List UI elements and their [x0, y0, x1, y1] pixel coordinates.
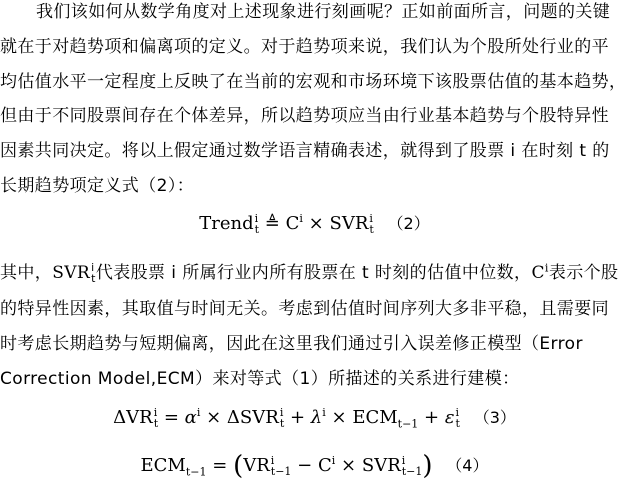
paragraph2-line2: 的特异性因素，其取值与时间无关。考虑到估值时间序列大多非平稳，且需要同 [0, 299, 609, 319]
eq3-dsvr-sup: i [279, 406, 284, 419]
eq2-c: C [285, 213, 300, 234]
eq2-trend-indices [255, 213, 259, 235]
eq2-c-sup: i [299, 212, 303, 225]
eq4-times: × [341, 455, 357, 476]
eq4-vr-sup: i [270, 454, 275, 467]
eq3-plus2: + [424, 407, 440, 428]
p2-middle: 代表股票 i 所属行业内所有股票在 t 时刻的估值中位数， [95, 263, 532, 283]
eq3-times1: × [206, 407, 222, 428]
eq2-trend-sup: i [254, 212, 259, 225]
eq3-delta-vr: ΔVR [113, 407, 153, 428]
eq4-c-sup: i [331, 454, 336, 467]
eq3-ecm: ECM [352, 407, 398, 428]
paragraph1-line4: 但由于不同股票间存在个体差异，所以趋势项应当由行业基本趋势与个股特异性 [0, 106, 609, 126]
eq4-minus: − [297, 455, 313, 476]
eq4-rparen: ) [422, 451, 433, 481]
equation-2 [0, 210, 629, 238]
eq4-vr-indices [271, 455, 292, 477]
eq3-dsvr-indices [280, 407, 284, 429]
eq3-epsilon: ε [444, 407, 455, 428]
eq3-number: （3） [473, 408, 516, 427]
eq4-svr: SVR [361, 455, 401, 476]
eq3-eps-sup: i [455, 406, 460, 419]
p2-c: C [531, 263, 545, 283]
p2-suffix: 表示个股 [548, 263, 619, 283]
eq4-vr: VR [243, 455, 270, 476]
eq3-plus1: + [289, 407, 306, 428]
eq3-times2: × [331, 407, 347, 428]
eq3-dsvr-sub: t [279, 417, 285, 430]
eq4-c: C [317, 455, 332, 476]
eq2-times: × [308, 213, 324, 234]
paragraph2-line1 [0, 262, 629, 284]
equation-4 [0, 452, 629, 480]
eq4-lparen: ( [233, 451, 244, 481]
paragraph1-line2: 就在于对趋势项和偏离项的定义。对于趋势项来说，我们认为个股所处行业的平 [0, 37, 609, 57]
paragraph2-line4: Correction Model,ECM）来对等式（1）所描述的关系进行建模： [0, 369, 520, 389]
eq4-svr-sub: t−1 [401, 465, 423, 478]
eq4-equals: = [212, 455, 228, 476]
eq3-alpha-sup: i [196, 406, 201, 419]
eq3-lambda: λ [310, 407, 323, 428]
p2-prefix: 其中， [0, 263, 53, 283]
paragraph1-line3: 均估值水平一定程度上反映了在当前的宏观和市场环境下该股票估值的基本趋势， [0, 72, 627, 92]
eq2-svr: SVR [329, 213, 369, 234]
eq2-trend: Trend [199, 213, 254, 234]
eq2-defeq: ≜ [264, 213, 280, 234]
eq3-eps-sub: t [455, 417, 460, 430]
paragraph2-line3: 时考虑长期趋势与短期偏离，因此在这里我们通过引入误差修正模型（Error [0, 334, 583, 354]
eq3-equals: = [163, 407, 179, 428]
eq2-svr-sup: i [369, 212, 373, 225]
p2-svr-sub: t [91, 272, 96, 285]
eq4-number: （4） [446, 456, 489, 475]
paragraph1-line1: 我们该如何从数学角度对上述现象进行刻画呢？正如前面所言，问题的关键 [36, 2, 611, 22]
eq2-svr-sub: t [369, 223, 374, 236]
eq4-vr-sub: t−1 [270, 465, 292, 478]
eq3-ecm-sub: t−1 [397, 417, 419, 431]
eq2-number: （2） [387, 214, 430, 233]
eq3-eps-indices [456, 407, 460, 429]
eq3-delta-svr: ΔSVR [226, 407, 279, 428]
eq4-svr-sup: i [401, 454, 406, 467]
eq4-svr-indices [402, 455, 423, 477]
p2-svr: SVR [52, 263, 91, 283]
p2-c-sup: i [544, 261, 549, 275]
eq3-dvr-sub: t [153, 417, 159, 430]
eq4-ecm: ECM [140, 455, 186, 476]
eq3-dvr-indices [154, 407, 158, 429]
paragraph1-line5: 因素共同决定。将以上假定通过数学语言精确表述，就得到了股票 i 在时刻 t 的 [0, 141, 610, 161]
eq3-lambda-sup: i [322, 406, 326, 419]
eq3-dvr-sup: i [153, 406, 158, 419]
eq2-trend-sub: t [254, 223, 260, 236]
eq2-svr-indices [369, 213, 373, 235]
paragraph1-line6: 长期趋势项定义式（2）： [0, 176, 195, 196]
eq3-alpha: α [184, 407, 197, 428]
equation-3 [0, 404, 629, 432]
eq4-ecm-sub: t−1 [185, 465, 207, 479]
p2-svr-sup: i [91, 261, 95, 274]
